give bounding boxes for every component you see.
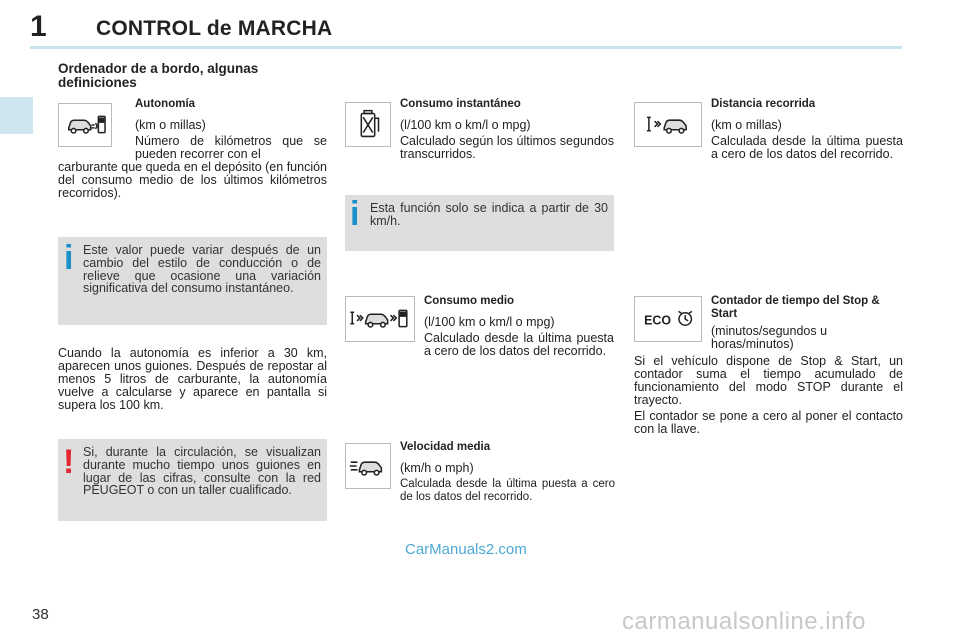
chapter-number: 1 bbox=[30, 10, 47, 43]
average-speed-icon bbox=[345, 443, 391, 489]
distance-unit: (km o millas) bbox=[711, 118, 782, 132]
average-consumption-body: Calculado desde la última puesta a cero de los datos del recorrido. bbox=[424, 331, 614, 358]
info-icon: i bbox=[350, 195, 360, 233]
stop-start-body-1: Si el vehículo dispone de Stop & Start, un contador suma el tiempo acumulado de funcionamiento del modo STOP durante el trayecto. bbox=[634, 354, 903, 407]
instant-consumption-body: Calculado según los últimos segundos transcurridos. bbox=[400, 134, 614, 161]
average-speed-body: Calculada desde la última puesta a cero de los datos del recorrido. bbox=[400, 478, 615, 503]
instant-consumption-unit: (l/100 km o km/l o mpg) bbox=[400, 118, 531, 132]
autonomy-body-top: Número de kilómetros que se pueden recorrer con el bbox=[135, 134, 327, 161]
info-note-instant bbox=[345, 195, 614, 251]
average-consumption-heading: Consumo medio bbox=[424, 295, 515, 307]
chapter-side-tab bbox=[0, 97, 33, 134]
fuel-instant-icon bbox=[345, 102, 391, 147]
info-note-autonomy-text: Este valor puede variar después de un cambio del estilo de conducción o de relieve que ocasione una variación significativa del consumo instantáneo. bbox=[83, 243, 321, 296]
autonomy-body: carburante que queda en el depósito (en función del consumo medio de los últimos kilómetros recorridos). bbox=[58, 160, 327, 200]
watermark-carmanuals[interactable]: CarManuals2.com bbox=[405, 541, 527, 558]
page-number: 38 bbox=[32, 606, 49, 623]
chapter-title: CONTROL de MARCHA bbox=[96, 17, 333, 40]
instant-consumption-heading: Consumo instantáneo bbox=[400, 98, 521, 110]
info-icon: i bbox=[64, 239, 74, 277]
average-speed-heading: Velocidad media bbox=[400, 441, 491, 453]
distance-body: Calculada desde la última puesta a cero de los datos del recorrido. bbox=[711, 134, 903, 161]
warning-note bbox=[58, 439, 327, 521]
eco-text: ECO bbox=[644, 313, 672, 328]
autonomy-heading: Autonomía bbox=[135, 98, 196, 110]
stop-start-body-2: El contador se pone a cero al poner el contacto con la llave. bbox=[634, 409, 903, 436]
stop-start-unit: (minutos/segundos u horas/minutos) bbox=[711, 324, 828, 351]
info-note-instant-text: Esta función solo se indica a partir de 30 km/h. bbox=[370, 201, 608, 228]
distance-icon bbox=[634, 102, 702, 147]
warning-note-text: Si, durante la circulación, se visualizan durante mucho tiempo unos guiones en lugar de las cifras, consulte con la red PEUGEOT o con un taller cualificado. bbox=[83, 445, 321, 498]
average-consumption-icon bbox=[345, 296, 415, 342]
stop-start-heading: Contador de tiempo del Stop & Start bbox=[711, 295, 880, 320]
average-consumption-unit: (l/100 km o km/l o mpg) bbox=[424, 315, 555, 329]
stop-start-icon bbox=[634, 296, 702, 342]
autonomy-dash-text: Cuando la autonomía es inferior a 30 km, aparecen unos guiones. Después de repostar al menos 5 litros de carburante, la autonomía vuelve a calcularse y aparece en pantalla si supera los 100 km. bbox=[58, 346, 327, 412]
average-speed-unit: (km/h o mph) bbox=[400, 461, 474, 475]
autonomy-unit: (km o millas) bbox=[135, 118, 206, 132]
warning-icon: ! bbox=[63, 443, 75, 481]
distance-heading: Distancia recorrida bbox=[711, 98, 816, 110]
header-rule bbox=[30, 46, 902, 49]
section-title: Ordenador de a bordo, algunas definiciones bbox=[58, 61, 259, 90]
watermark-site: carmanualsonline.info bbox=[622, 608, 866, 635]
autonomy-icon bbox=[58, 103, 112, 147]
info-note-autonomy bbox=[58, 237, 327, 325]
